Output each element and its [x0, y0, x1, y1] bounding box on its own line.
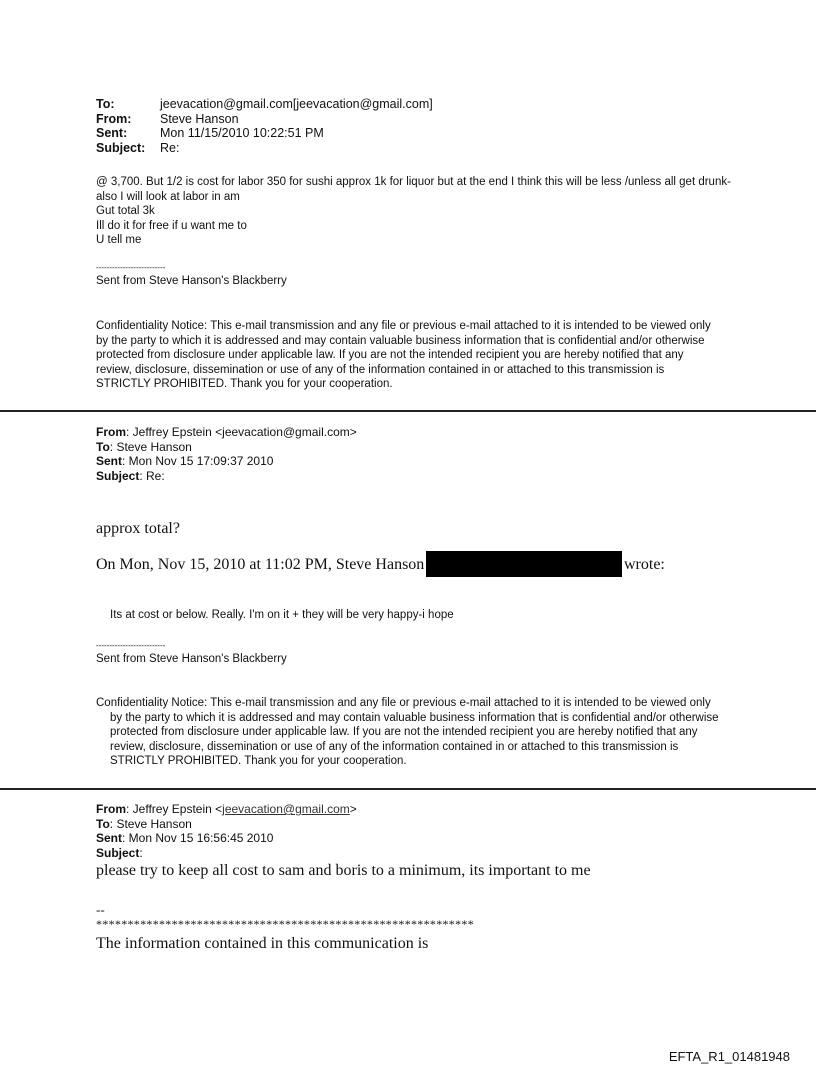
subject-value: : Re:: [139, 468, 165, 483]
sent-label: Sent: [96, 831, 123, 845]
quoted-message: Its at cost or below. Really. I'm on it + they will be very happy-i hope: [110, 609, 454, 621]
to-label: To: [96, 439, 110, 454]
from-value: : Jeffrey Epstein <jeevacation@gmail.com>: [126, 425, 357, 439]
subject-label: Subject:: [96, 140, 146, 155]
email2-header: [96, 425, 357, 483]
confidentiality-notice: Confidentiality Notice: This e-mail transmission and any file or previous e-mail attached to it is intended to be viewed only by the party to which it is addressed and may contain valuable business information that is confidential and/or otherwise protected from disclosure under applicable law. If you are not the intended recipient you are hereby notified that any review, disclosure, dissemination or use of any of the information contained in or attached to this transmission is STRICTLY PROHIBITED. Thank you for your cooperation.: [96, 697, 719, 767]
confidentiality-notice: Confidentiality Notice: This e-mail transmission and any file or previous e-mail attached to it is intended to be viewed only by the party to which it is addressed and may contain valuable business information that is confidential and/or otherwise protected from disclosure under applicable law. If you are not the intended recipient you are hereby notified that any review, disclosure, dissemination or use of any of the information contained in or attached to this transmission is STRICTLY PROHIBITED. Thank you for your cooperation.: [96, 320, 711, 390]
from-label: From: [96, 425, 126, 439]
email-link[interactable]: jeevacation@gmail.com: [222, 802, 350, 816]
dashes: --: [96, 902, 105, 917]
asterisk-line: ************************************************************: [96, 917, 474, 931]
from-value: Steve Hanson: [160, 111, 239, 126]
body-line: U tell me: [96, 234, 142, 246]
quote-intro: [96, 556, 424, 574]
from-label: From: [96, 802, 126, 816]
signature: Sent from Steve Hanson's Blackberry: [96, 275, 287, 287]
from-label: From:: [96, 111, 132, 126]
signature: Sent from Steve Hanson's Blackberry: [96, 653, 287, 665]
to-value: : Steve Hanson: [109, 439, 192, 454]
sent-label: Sent:: [96, 126, 128, 140]
body-line: @ 3,700. But 1/2 is cost for labor 350 for sushi approx 1k for liquor but at the end I think this will be less /unless all get drunk- also I will look at labor in am: [96, 176, 731, 203]
sent-value: : Mon Nov 15 17:09:37 2010: [122, 454, 274, 468]
subject-label: Subject: [96, 468, 140, 483]
to-value: jeevacation@gmail.com[jeevacation@gmail.com]: [160, 97, 433, 111]
subject-label: Subject: [96, 845, 140, 860]
signature-separator: --------------------------: [96, 641, 166, 650]
quote-intro-text: On Mon, Nov 15, 2010 at 11:02 PM, Steve Hanson: [96, 556, 425, 573]
subject-value: Re:: [160, 140, 180, 155]
sent-value: Mon 11/15/2010 10:22:51 PM: [160, 126, 324, 140]
email3-body: please try to keep all cost to sam and boris to a minimum, its important to me: [96, 862, 591, 879]
body-line: Ill do it for free if u want me to: [96, 219, 247, 232]
info-line: The information contained in this communication is: [96, 935, 429, 952]
document-id: EFTA_R1_01481948: [668, 1049, 790, 1064]
email1-body: [96, 175, 736, 248]
from-prefix: : Jeffrey Epstein <: [126, 802, 223, 816]
divider: [0, 410, 816, 412]
sent-label: Sent: [96, 454, 123, 468]
email1-header: [96, 97, 433, 155]
to-label: To:: [96, 97, 115, 111]
email3-header: [96, 802, 357, 860]
redaction-bar: [426, 551, 622, 577]
to-label: To: [96, 816, 110, 831]
email2-body: approx total?: [96, 520, 180, 537]
divider: [0, 788, 816, 790]
sent-value: : Mon Nov 15 16:56:45 2010: [122, 831, 274, 845]
from-suffix: >: [349, 802, 357, 816]
signature-separator: --------------------------: [96, 263, 166, 272]
to-value: : Steve Hanson: [109, 816, 192, 831]
quote-intro-wrote: wrote:: [624, 556, 665, 573]
body-line: Gut total 3k: [96, 205, 155, 217]
subject-value: :: [139, 845, 143, 860]
